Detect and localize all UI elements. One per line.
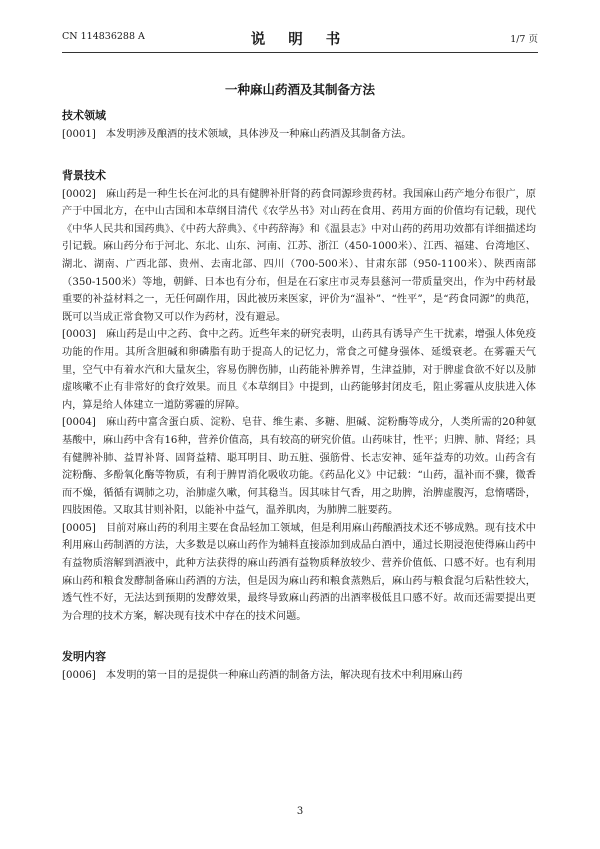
paragraph-0001: [62, 126, 536, 144]
paragraph-0006: [62, 667, 536, 685]
paragraph-number: [0001]: [62, 129, 96, 140]
page-indicator: 1/7 页: [510, 34, 538, 45]
paragraph-text: 麻山药是山中之药、食中之药。近些年来的研究表明，山药具有诱导产生干扰素，增强人体免疫功能的作用。其所含胆碱和卵磷脂有助于提高人的记忆力，常食之可健身强体、延缓衰老。在雾霾天气里，空气中有着水汽和大量灰尘，容易伤脾伤肺，山药能补脾养胃，生津益肺，对于脾虚食欲不好以及肺虚咳嗽不止有非常好的食疗效果。而且《本草纲目》中提到，山药能够封闭皮毛，阻止雾霾从皮肤进入体内，算是给人体建立一道防雾霾的屏障。: [62, 329, 536, 411]
paragraph-number: [0003]: [62, 329, 96, 341]
paragraph-text: 麻山药是一种生长在河北的具有健脾补肝肾的药食同源珍贵药材。我国麻山药产地分布很广，原产于中国北方，在中山古国和本草纲目清代《农学丛书》对山药在食用、药用方面的价值均有记载，现代《中华人民共和国药典》、《中药大辞典》、《中药辞海》和《温县志》中对山药的药用功效都有详细描述均引记载。麻山药分布于河北、东北、山东、河南、江苏、浙江（450-1000米）、江西、福建、台湾地区、湖北、湖南、广西北部、贵州、去南北部、四川（700-500米）、甘肃东部（950-1100米）、陕西南部（350-1500米）等地，朝鲜、日本也有分布，但是在石家庄市灵寿县慈河一带质量突出，作为中药材最重要的补益材料之一，无任何副作用，因此被历来医家，评价为“温补”、“性平”，是“药食同源”的典范，既可以当成正常食物又可以作为药材，没有避忌。: [62, 188, 536, 323]
paragraph-text: 麻山药中富含蛋白质、淀粉、皂苷、维生素、多糖、胆碱、淀粉酶等成分，人类所需的20种氨基酸中，麻山药中含有16种，营养价值高，具有较高的研究价值。山药味甘，性平；归脾、肺、肾经；具有健脾补肺、益胃补肾、固肾益精、聪耳明目、助五脏、强筋骨、长志安神、延年益寿的功效。山药含有淀粉酶、多酚氧化酶等物质，有利于脾胃消化吸收功能。《药品化义》中记载：“山药，温补而不骤，微香而不燥，循循有调肺之功，治肺虚久嗽，何其稳当。因其味甘气香，用之助脾，治脾虚腹泻，怠惰嗜卧，四肢困倦。又取其甘则补阳，以能补中益气，温养肌肉，为肺脾二脏要药。: [62, 417, 536, 517]
paragraph-text: 目前对麻山药的利用主要在食品轻加工领域，但是利用麻山药酿酒技术还不够成熟。现有技术中利用麻山药制酒的方法，大多数是以麻山药作为辅料直接添加到成品白酒中，通过长期浸泡使得麻山药中有益物质溶解到酒液中，此种方法获得的麻山药酒有益物质释放较少、营养价值低、口感不好。也有利用麻山药和粮食发酵制备麻山药酒的方法，但是因为麻山药和粮食蒸熟后，麻山药与粮食混匀后粘性较大，透气性不好，无法达到预期的发酵效果，最终导致麻山药酒的出酒率极低且口感不好。故而还需要提出更为合理的技术方案，解决现有技术中存在的技术问题。: [62, 522, 536, 622]
paragraph-0002: [62, 186, 536, 327]
paragraph-number: [0006]: [62, 670, 96, 682]
page-number: 3: [296, 806, 304, 817]
section-heading-tech-field: 技术领域: [62, 109, 106, 122]
publication-number: CN 114836288 A: [62, 31, 145, 42]
page-header: [62, 28, 538, 48]
document-title: 一种麻山药酒及其制备方法: [224, 82, 375, 97]
document-body: [62, 108, 536, 685]
paragraph-text: 本发明涉及酿酒的技术领域，具体涉及一种麻山药酒及其制备方法。: [105, 129, 412, 140]
document-type: 说 明 书: [250, 32, 350, 48]
paragraph-0005: [62, 520, 536, 626]
paragraph-0003: [62, 326, 536, 414]
paragraph-text: 本发明的第一目的是提供一种麻山药酒的制备方法，解决现有技术中利用麻山药: [105, 670, 463, 682]
section-heading-background: 背景技术: [62, 168, 106, 182]
paragraph-0004: [62, 414, 536, 520]
header-rule: [62, 52, 538, 53]
paragraph-number: [0002]: [62, 188, 96, 200]
paragraph-number: [0004]: [62, 417, 96, 429]
section-heading-summary: 发明内容: [62, 650, 106, 664]
paragraph-number: [0005]: [62, 522, 96, 534]
